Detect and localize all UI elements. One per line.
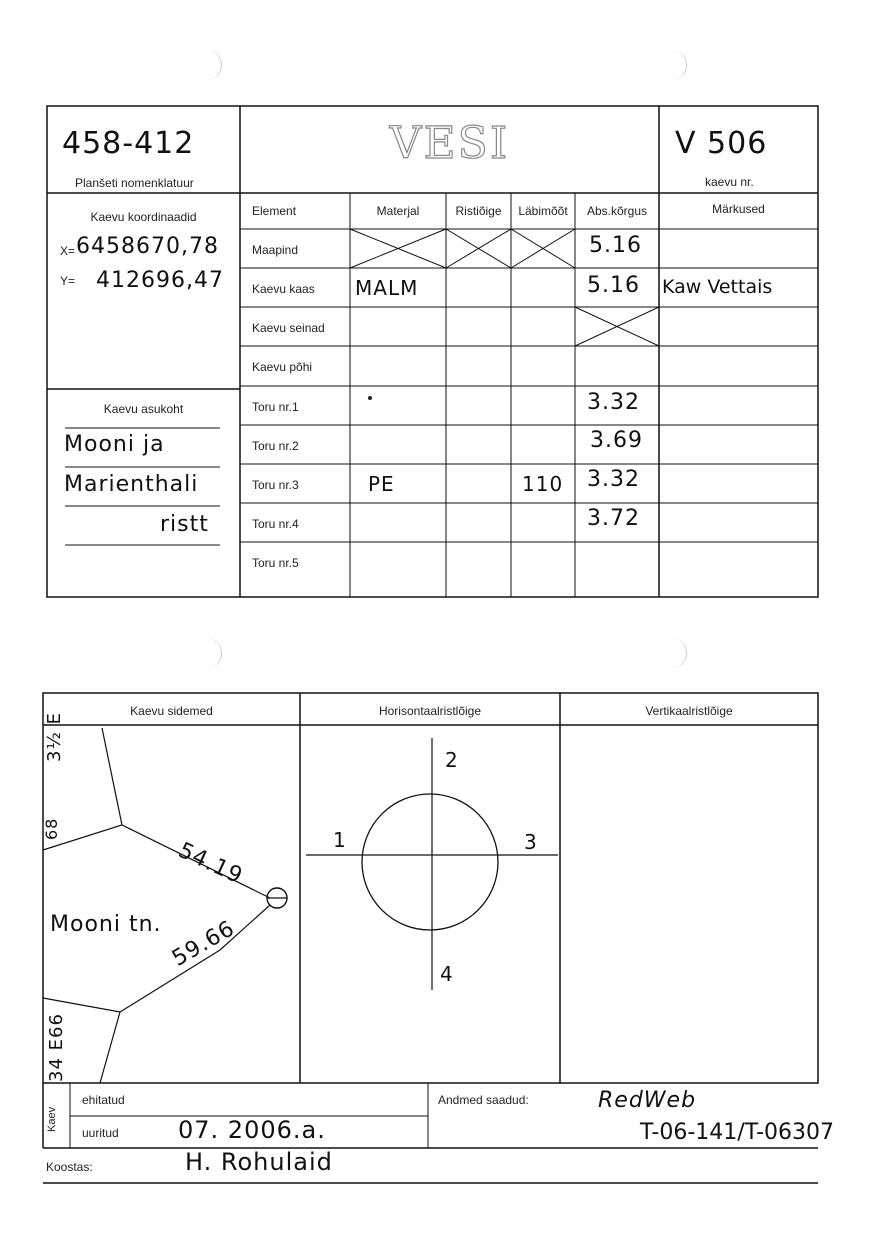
- row-element: Toru nr.5: [252, 556, 299, 570]
- cross-number: 1: [333, 828, 347, 852]
- row-abs-height: 5.16: [589, 233, 642, 258]
- header-abs-height: Abs.kõrgus: [586, 204, 648, 218]
- sketch-pipe-label: 3½ E: [44, 712, 65, 762]
- row-element: Toru nr.1: [252, 400, 299, 414]
- header-notes: Märkused: [712, 202, 765, 216]
- coordinates-label: Kaevu koordinaadid: [90, 210, 197, 224]
- row-abs-height: 3.69: [590, 428, 643, 453]
- row-diameter: 110: [522, 472, 564, 496]
- data-source-label: Andmed saadud:: [438, 1093, 529, 1107]
- sketch-distance: 54.19: [174, 838, 247, 890]
- cross-number: 2: [445, 748, 459, 772]
- header-material: Materjal: [376, 204, 420, 218]
- well-number-value: V 506: [675, 126, 768, 161]
- connections-label: Kaevu sidemed: [130, 704, 213, 718]
- location-line: Marienthali: [64, 472, 199, 497]
- sketch-street: Mooni tn.: [50, 912, 162, 937]
- location-line: ristt: [160, 512, 209, 537]
- cross-number: 4: [440, 962, 454, 986]
- nomenclature-value: 458-412: [62, 126, 195, 161]
- cross-number: 3: [524, 830, 538, 854]
- row-element: Toru nr.2: [252, 439, 299, 453]
- row-abs-height: 3.32: [587, 390, 640, 415]
- built-label: ehitatud: [82, 1093, 125, 1107]
- data-source-value: RedWeb: [598, 1088, 697, 1113]
- header-cross-section: Ristiõige: [455, 204, 502, 218]
- row-element: Maapind: [252, 243, 299, 257]
- header-element: Element: [252, 204, 297, 218]
- row-material: MALM: [355, 276, 419, 300]
- row-material: PE: [368, 472, 395, 496]
- row-element: Toru nr.3: [252, 478, 299, 492]
- compiled-value: H. Rohulaid: [185, 1148, 333, 1176]
- nomenclature-label: Planšeti nomenklatuur: [75, 176, 194, 190]
- sketch-pipe-label: 66: [46, 1013, 67, 1038]
- vertical-section-label: Vertikaalristlõige: [645, 704, 733, 718]
- y-prefix: Y=: [60, 274, 76, 288]
- location-line: Mooni ja: [64, 432, 165, 457]
- row-abs-height: 3.32: [587, 467, 640, 492]
- location-label: Kaevu asukoht: [103, 402, 184, 416]
- row-abs-height: 5.16: [587, 273, 640, 298]
- surveyed-label: uuritud: [82, 1126, 119, 1140]
- surveyed-value: 07. 2006.a.: [178, 1116, 326, 1144]
- horizontal-section-label: Horisontaalristlõige: [378, 704, 482, 718]
- row-note: Kaw Vettais: [662, 276, 773, 298]
- x-prefix: X=: [60, 244, 76, 258]
- row-element: Kaevu põhi: [252, 360, 313, 374]
- row-element: Kaevu seinad: [252, 321, 325, 335]
- sketch-pipe-label: 34 E: [46, 1038, 67, 1082]
- row-element: Toru nr.4: [252, 517, 299, 531]
- compiled-label: Koostas:: [46, 1160, 93, 1174]
- header-diameter: Läbimõõt: [518, 204, 568, 218]
- data-source-refs: T-06-141/T-06307: [640, 1120, 835, 1145]
- y-coordinate: 412696,47: [96, 268, 224, 293]
- side-label: Kaev: [46, 1106, 58, 1132]
- sketch-pipe-label: 68: [42, 817, 61, 840]
- row-element: Kaevu kaas: [252, 282, 315, 296]
- document-title: VESI: [389, 118, 510, 169]
- sketch-distance: 59.66: [168, 916, 240, 972]
- row-abs-height: 3.72: [587, 506, 640, 531]
- x-coordinate: 6458670,78: [76, 234, 219, 259]
- well-number-label: kaevu nr.: [705, 175, 754, 189]
